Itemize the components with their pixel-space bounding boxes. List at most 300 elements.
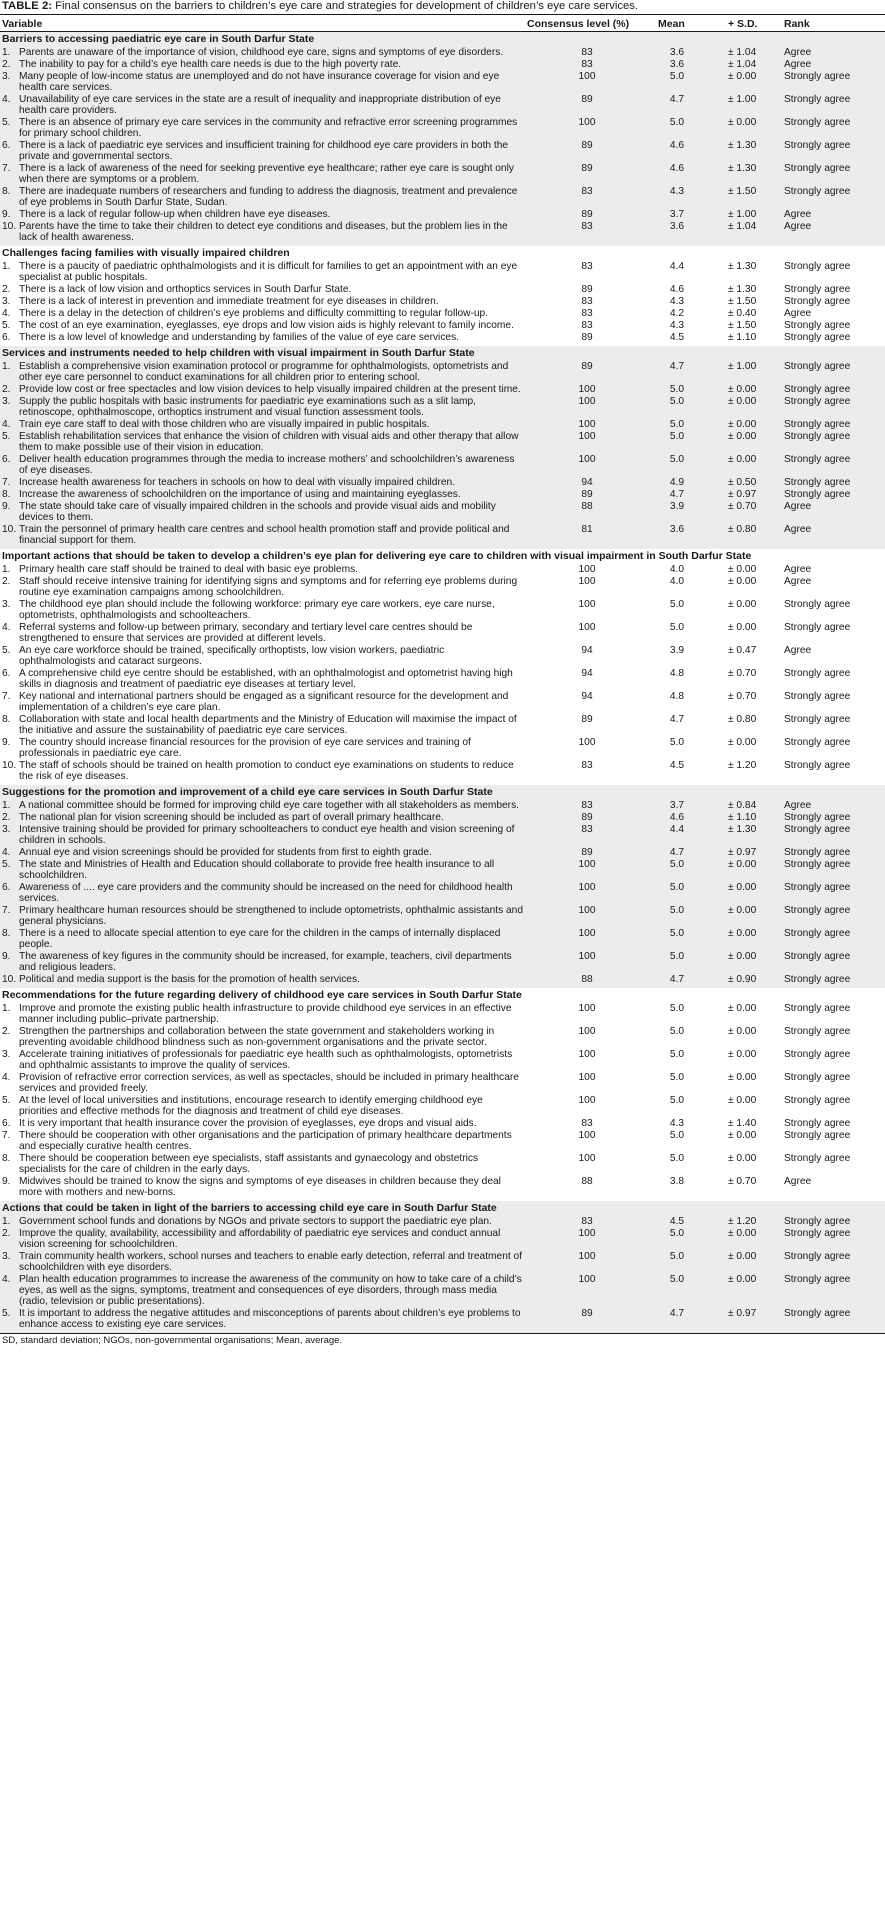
row-variable: The inability to pay for a child’s eye health care needs is due to the high poverty rate.: [19, 59, 402, 70]
table-row: [0, 1072, 885, 1094]
row-number: 7.: [2, 691, 11, 702]
row-variable: Primary healthcare human resources should be strengthened to include optometrists, ophthalmic assistants and general physicians.: [19, 905, 523, 927]
table-row: [0, 847, 885, 858]
row-sd: ± 0.00: [728, 384, 757, 395]
table-row: [0, 221, 885, 243]
row-sd: ± 0.00: [728, 951, 757, 962]
row-rank: Strongly agree: [784, 94, 851, 105]
table-section: [0, 346, 885, 549]
row-consensus: 100: [578, 117, 596, 128]
table-section: [0, 549, 885, 785]
row-number: 4.: [2, 94, 11, 105]
row-number: 1.: [2, 800, 11, 811]
row-rank: Strongly agree: [784, 668, 851, 679]
row-sd: ± 0.70: [728, 501, 757, 512]
row-mean: 4.5: [669, 1216, 685, 1227]
row-consensus: 83: [581, 261, 593, 272]
table-row: [0, 1251, 885, 1273]
row-mean: 5.0: [669, 1072, 685, 1083]
table-caption: [0, 0, 885, 15]
row-number: 3.: [2, 1251, 11, 1262]
row-sd: ± 0.00: [728, 928, 757, 939]
row-consensus: 100: [578, 396, 596, 407]
row-number: 2.: [2, 1228, 11, 1239]
row-consensus: 100: [578, 431, 596, 442]
row-rank: Strongly agree: [784, 163, 851, 174]
row-number: 3.: [2, 1049, 11, 1060]
row-variable: Provide low cost or free spectacles and low vision devices to help visually impaired children at the present time.: [19, 384, 521, 395]
table-row: [0, 431, 885, 453]
table-section: [0, 32, 885, 246]
row-variable: An eye care workforce should be trained, specifically orthoptists, low vision workers, paediatric ophthalmologists and cataract surgeons.: [19, 645, 445, 667]
row-mean: 4.3: [669, 320, 685, 331]
row-mean: 5.0: [669, 859, 685, 870]
row-rank: Strongly agree: [784, 1228, 851, 1239]
row-mean: 5.0: [669, 419, 685, 430]
table-row: [0, 882, 885, 904]
row-mean: 5.0: [669, 396, 685, 407]
table-row: [0, 645, 885, 667]
row-sd: ± 1.50: [728, 320, 757, 331]
row-variable: Establish rehabilitation services that enhance the vision of children with visual aids and other therapy that allow them to make possible use of their vision in education.: [19, 431, 519, 453]
row-variable: Accelerate training initiatives of professionals for paediatric eye health such as ophthalmologists, optometrists and ophthalmic assistants to improve the quality of services.: [19, 1049, 513, 1071]
row-mean: 4.7: [669, 489, 685, 500]
row-variable: There is a low level of knowledge and understanding by families of the value of eye care services.: [19, 332, 460, 343]
row-variable: A comprehensive child eye centre should be established, with an ophthalmologist and optometrist having high skills in diagnosis and treatment of paediatric eye diseases at tertiary level.: [19, 668, 513, 690]
row-sd: ± 0.00: [728, 576, 757, 587]
row-mean: 5.0: [669, 1153, 685, 1164]
row-sd: ± 0.00: [728, 419, 757, 430]
row-rank: Strongly agree: [784, 928, 851, 939]
row-rank: Agree: [784, 645, 812, 656]
row-mean: 5.0: [669, 928, 685, 939]
table-row: [0, 1274, 885, 1307]
row-rank: Strongly agree: [784, 396, 851, 407]
row-sd: ± 0.00: [728, 1228, 757, 1239]
row-sd: ± 0.00: [728, 1072, 757, 1083]
row-variable: There is a lack of interest in prevention and immediate treatment for eye diseases in children.: [19, 296, 439, 307]
table-row: [0, 1153, 885, 1175]
table-row: [0, 396, 885, 418]
row-number: 4.: [2, 1274, 11, 1285]
row-variable: It is important to address the negative attitudes and misconceptions of parents about children’s eye problems to enhance access to existing eye care services.: [19, 1308, 521, 1330]
row-mean: 5.0: [669, 951, 685, 962]
row-variable: There is a lack of regular follow-up when children have eye diseases.: [19, 209, 331, 220]
row-number: 2.: [2, 284, 11, 295]
row-rank: Agree: [784, 576, 812, 587]
table-caption-text: Final consensus on the barriers to children’s eye care and strategies for development of children’s eye care services.: [52, 0, 639, 12]
row-number: 1.: [2, 47, 11, 58]
row-sd: ± 1.30: [728, 261, 757, 272]
row-sd: ± 0.97: [728, 1308, 757, 1319]
row-variable: Key national and international partners should be engaged as a significant resource for the development and implementation of a children’s eye care plan.: [19, 691, 509, 713]
row-number: 5.: [2, 645, 11, 656]
row-rank: Strongly agree: [784, 691, 851, 702]
row-variable: The awareness of key figures in the community should be increased, for example, teachers, civil departments and religious leaders.: [19, 951, 512, 973]
row-variable: There is a lack of low vision and orthoptics services in South Darfur State.: [19, 284, 352, 295]
row-mean: 3.6: [669, 47, 685, 58]
table-row: [0, 501, 885, 523]
row-sd: ± 1.04: [728, 47, 757, 58]
table-row: [0, 261, 885, 283]
row-number: 6.: [2, 454, 11, 465]
row-variable: The state should take care of visually impaired children in the schools and provide visual aids and mobility devices to them.: [19, 501, 496, 523]
row-consensus: 83: [581, 320, 593, 331]
row-consensus: 83: [581, 760, 593, 771]
row-consensus: 83: [581, 186, 593, 197]
row-rank: Strongly agree: [784, 71, 851, 82]
row-sd: ± 0.00: [728, 117, 757, 128]
section-title: Actions that could be taken in light of the barriers to accessing child eye care in South Darfur State: [2, 1202, 497, 1214]
row-variable: Many people of low-income status are unemployed and do not have insurance coverage for vision and eye health care services.: [19, 71, 500, 93]
row-consensus: 100: [578, 384, 596, 395]
row-consensus: 89: [581, 847, 593, 858]
row-consensus: 100: [578, 1072, 596, 1083]
row-number: 8.: [2, 714, 11, 725]
table-row: [0, 1176, 885, 1198]
row-consensus: 100: [578, 1130, 596, 1141]
row-mean: 4.5: [669, 332, 685, 343]
row-consensus: 83: [581, 1118, 593, 1129]
table-section: [0, 785, 885, 988]
row-sd: ± 1.00: [728, 94, 757, 105]
row-sd: ± 1.00: [728, 361, 757, 372]
row-rank: Strongly agree: [784, 1049, 851, 1060]
row-sd: ± 1.20: [728, 760, 757, 771]
row-consensus: 100: [578, 951, 596, 962]
row-rank: Agree: [784, 221, 812, 232]
row-consensus: 89: [581, 163, 593, 174]
row-variable: Annual eye and vision screenings should be provided for students from first to eighth grade.: [19, 847, 432, 858]
row-sd: ± 1.30: [728, 284, 757, 295]
row-rank: Strongly agree: [784, 186, 851, 197]
row-sd: ± 0.00: [728, 599, 757, 610]
table-row: [0, 974, 885, 985]
row-number: 9.: [2, 1176, 11, 1187]
row-number: 2.: [2, 59, 11, 70]
row-variable: Political and media support is the basis for the promotion of health services.: [19, 974, 360, 985]
row-consensus: 83: [581, 221, 593, 232]
row-rank: Strongly agree: [784, 384, 851, 395]
table-row: [0, 951, 885, 973]
table-row: [0, 59, 885, 70]
row-rank: Agree: [784, 308, 812, 319]
row-sd: ± 1.50: [728, 186, 757, 197]
row-number: 7.: [2, 477, 11, 488]
row-rank: Strongly agree: [784, 737, 851, 748]
row-sd: ± 0.00: [728, 564, 757, 575]
table-row: [0, 94, 885, 116]
row-consensus: 100: [578, 1228, 596, 1239]
row-mean: 5.0: [669, 1049, 685, 1060]
row-rank: Strongly agree: [784, 859, 851, 870]
row-consensus: 100: [578, 576, 596, 587]
row-number: 1.: [2, 564, 11, 575]
row-sd: ± 0.00: [728, 737, 757, 748]
row-number: 3.: [2, 824, 11, 835]
header-consensus: Consensus level (%): [527, 18, 630, 30]
row-sd: ± 0.80: [728, 524, 757, 535]
header-rank: Rank: [784, 18, 810, 30]
table-row: [0, 1026, 885, 1048]
row-consensus: 100: [578, 1153, 596, 1164]
table-row: [0, 296, 885, 307]
row-mean: 5.0: [669, 1274, 685, 1285]
row-consensus: 89: [581, 812, 593, 823]
row-rank: Agree: [784, 59, 812, 70]
row-variable: Unavailability of eye care services in the state are a result of inequality and inappropriate distribution of eye health care providers.: [19, 94, 501, 116]
section-title: Suggestions for the promotion and improvement of a child eye care services in South Darfur State: [2, 786, 493, 798]
table-row: [0, 668, 885, 690]
row-sd: ± 1.30: [728, 163, 757, 174]
table-row: [0, 308, 885, 319]
row-rank: Strongly agree: [784, 1251, 851, 1262]
row-variable: Referral systems and follow-up between primary, secondary and tertiary level care centres should be strengthened to ensure that services are provided at different levels.: [19, 622, 473, 644]
row-variable: Awareness of .... eye care providers and the community should be increased on the need for childhood health services.: [19, 882, 513, 904]
row-rank: Strongly agree: [784, 951, 851, 962]
row-sd: ± 1.20: [728, 1216, 757, 1227]
row-variable: It is very important that health insurance cover the provision of eyeglasses, eye drops and visual aids.: [19, 1118, 477, 1129]
row-rank: Strongly agree: [784, 489, 851, 500]
row-number: 7.: [2, 163, 11, 174]
row-mean: 4.7: [669, 94, 685, 105]
section-title: Challenges facing families with visually impaired children: [2, 247, 290, 259]
row-mean: 5.0: [669, 1228, 685, 1239]
row-sd: ± 0.00: [728, 1026, 757, 1037]
row-mean: 4.3: [669, 186, 685, 197]
row-rank: Agree: [784, 800, 812, 811]
row-rank: Strongly agree: [784, 332, 851, 343]
table-section: [0, 246, 885, 346]
row-variable: Primary health care staff should be trained to deal with basic eye problems.: [19, 564, 359, 575]
row-variable: Increase the awareness of schoolchildren on the importance of using and maintaining eyeglasses.: [19, 489, 461, 500]
table-row: [0, 599, 885, 621]
table-section: [0, 1201, 885, 1333]
table-row: [0, 691, 885, 713]
row-mean: 3.6: [669, 221, 685, 232]
row-number: 9.: [2, 501, 11, 512]
table-row: [0, 284, 885, 295]
row-variable: Intensive training should be provided for primary schoolteachers to conduct eye health and vision screening of children in schools.: [19, 824, 515, 846]
row-mean: 4.7: [669, 714, 685, 725]
table-row: [0, 1228, 885, 1250]
table-row: [0, 489, 885, 500]
row-number: 4.: [2, 622, 11, 633]
row-consensus: 89: [581, 361, 593, 372]
row-consensus: 100: [578, 599, 596, 610]
row-variable: Parents have the time to take their children to detect eye conditions and diseases, but the problem lies in the lack of health awareness.: [19, 221, 508, 243]
row-mean: 4.0: [669, 564, 685, 575]
table-row: [0, 47, 885, 58]
row-rank: Strongly agree: [784, 261, 851, 272]
row-variable: At the level of local universities and institutions, encourage research to identify emerging childhood eye priorities and effective methods for the diagnosis and treatment of child eye diseases.: [19, 1095, 483, 1117]
row-number: 2.: [2, 576, 11, 587]
table-row: [0, 1095, 885, 1117]
row-consensus: 83: [581, 824, 593, 835]
table-row: [0, 737, 885, 759]
row-consensus: 100: [578, 859, 596, 870]
table-row: [0, 419, 885, 430]
row-number: 8.: [2, 1153, 11, 1164]
row-sd: ± 0.00: [728, 1251, 757, 1262]
row-rank: Strongly agree: [784, 477, 851, 488]
row-rank: Strongly agree: [784, 1274, 851, 1285]
row-sd: ± 0.00: [728, 1130, 757, 1141]
row-sd: ± 0.00: [728, 1274, 757, 1285]
row-number: 3.: [2, 71, 11, 82]
row-variable: The country should increase financial resources for the provision of eye care services and training of professionals in paediatric eye care.: [19, 737, 471, 759]
row-number: 1.: [2, 1003, 11, 1014]
table-row: [0, 71, 885, 93]
row-sd: ± 0.00: [728, 1049, 757, 1060]
row-sd: ± 0.00: [728, 859, 757, 870]
row-mean: 5.0: [669, 431, 685, 442]
row-number: 2.: [2, 1026, 11, 1037]
row-number: 5.: [2, 320, 11, 331]
row-number: 1.: [2, 361, 11, 372]
row-number: 7.: [2, 1130, 11, 1141]
section-title: Important actions that should be taken to develop a children’s eye plan for delivering eye care to children with visual impairment in South Darfur State: [2, 550, 752, 562]
row-variable: Train community health workers, school nurses and teachers to enable early detection, referral and treatment of schoolchildren with eye disorders.: [19, 1251, 523, 1273]
table-row: [0, 140, 885, 162]
row-consensus: 88: [581, 1176, 593, 1187]
table-row: [0, 576, 885, 598]
row-sd: ± 1.04: [728, 59, 757, 70]
table-row: [0, 1049, 885, 1071]
row-mean: 3.8: [669, 1176, 685, 1187]
row-mean: 4.8: [669, 668, 685, 679]
row-consensus: 83: [581, 47, 593, 58]
row-variable: The national plan for vision screening should be included as part of overall primary healthcare.: [19, 812, 444, 823]
row-variable: Supply the public hospitals with basic instruments for paediatric eye examinations such as a slit lamp, retinoscope, ophthalmoscope, orthoptics instrument and visual function assessment tools.: [19, 396, 476, 418]
row-mean: 3.7: [669, 209, 685, 220]
row-consensus: 100: [578, 1274, 596, 1285]
row-mean: 4.4: [669, 261, 685, 272]
row-variable: Collaboration with state and local health departments and the Ministry of Education will maximise the impact of the initiative and assure the sustainability of paediatric eye care services.: [19, 714, 517, 736]
row-rank: Strongly agree: [784, 812, 851, 823]
row-number: 10.: [2, 221, 17, 232]
row-rank: Strongly agree: [784, 905, 851, 916]
row-consensus: 89: [581, 489, 593, 500]
row-variable: Improve the quality, availability, accessibility and affordability of paediatric eye services and conduct annual vision screening for schoolchildren.: [19, 1228, 501, 1250]
row-number: 1.: [2, 261, 11, 272]
table-row: [0, 1216, 885, 1227]
row-sd: ± 1.10: [728, 332, 757, 343]
row-variable: There is a lack of awareness of the need for seeking preventive eye healthcare; rather eye care is sought only when there are symptoms or a problem.: [19, 163, 514, 185]
row-variable: The cost of an eye examination, eyeglasses, eye drops and low vision aids is highly relevant to family income.: [19, 320, 514, 331]
row-consensus: 100: [578, 454, 596, 465]
row-sd: ± 0.70: [728, 691, 757, 702]
row-variable: Staff should receive intensive training for identifying signs and symptoms and for referring eye problems during routine eye examination campaigns among schoolchildren.: [19, 576, 518, 598]
row-consensus: 100: [578, 737, 596, 748]
row-variable: Train the personnel of primary health care centres and school health promotion staff and provide political and financial support for them.: [19, 524, 510, 546]
row-number: 6.: [2, 882, 11, 893]
row-rank: Strongly agree: [784, 824, 851, 835]
row-sd: ± 1.00: [728, 209, 757, 220]
row-consensus: 89: [581, 140, 593, 151]
row-number: 4.: [2, 419, 11, 430]
row-rank: Strongly agree: [784, 760, 851, 771]
row-sd: ± 0.97: [728, 847, 757, 858]
row-sd: ± 1.10: [728, 812, 757, 823]
table-row: [0, 714, 885, 736]
row-sd: ± 0.97: [728, 489, 757, 500]
table-section: [0, 988, 885, 1201]
row-consensus: 83: [581, 800, 593, 811]
row-sd: ± 0.70: [728, 1176, 757, 1187]
row-sd: ± 1.30: [728, 824, 757, 835]
row-sd: ± 0.00: [728, 396, 757, 407]
row-number: 10.: [2, 760, 17, 771]
row-variable: There should be cooperation between eye specialists, staff assistants and gynaecology and obstetrics specialists for the care of children in the early days.: [19, 1153, 479, 1175]
table-row: [0, 824, 885, 846]
row-rank: Strongly agree: [784, 847, 851, 858]
row-rank: Agree: [784, 524, 812, 535]
row-variable: Train eye care staff to deal with those children who are visually impaired in public hospitals.: [19, 419, 430, 430]
row-sd: ± 1.30: [728, 140, 757, 151]
row-rank: Strongly agree: [784, 320, 851, 331]
row-consensus: 83: [581, 296, 593, 307]
row-mean: 3.9: [669, 501, 685, 512]
table-caption-label: TABLE 2:: [2, 0, 52, 12]
table-row: [0, 361, 885, 383]
table-row: [0, 320, 885, 331]
table-row: [0, 1118, 885, 1129]
row-rank: Strongly agree: [784, 714, 851, 725]
row-mean: 4.0: [669, 576, 685, 587]
row-rank: Agree: [784, 501, 812, 512]
row-consensus: 88: [581, 974, 593, 985]
row-consensus: 89: [581, 1308, 593, 1319]
section-title: Services and instruments needed to help children with visual impairment in South Darfur State: [2, 347, 475, 359]
row-rank: Strongly agree: [784, 419, 851, 430]
row-number: 10.: [2, 524, 17, 535]
table-row: [0, 928, 885, 950]
header-mean: Mean: [658, 18, 685, 30]
row-number: 8.: [2, 928, 11, 939]
row-rank: Strongly agree: [784, 431, 851, 442]
row-mean: 4.6: [669, 812, 685, 823]
row-number: 9.: [2, 951, 11, 962]
row-rank: Agree: [784, 564, 812, 575]
row-rank: Strongly agree: [784, 622, 851, 633]
row-variable: There should be cooperation with other organisations and the participation of primary healthcare departments and especially curative health centres.: [19, 1130, 512, 1152]
row-consensus: 94: [581, 668, 593, 679]
row-variable: Deliver health education programmes through the media to increase mothers’ and schoolchildren’s awareness of eye diseases.: [19, 454, 515, 476]
row-rank: Strongly agree: [784, 1216, 851, 1227]
row-variable: There is a need to allocate special attention to eye care for the children in the camps of internally displaced people.: [19, 928, 501, 950]
row-variable: Parents are unaware of the importance of vision, childhood eye care, signs and symptoms of eye disorders.: [19, 47, 504, 58]
row-number: 6.: [2, 332, 11, 343]
row-rank: Strongly agree: [784, 1095, 851, 1106]
row-variable: Increase health awareness for teachers in schools on how to deal with visually impaired children.: [19, 477, 456, 488]
row-mean: 5.0: [669, 71, 685, 82]
row-mean: 4.6: [669, 163, 685, 174]
row-number: 8.: [2, 489, 11, 500]
row-rank: Strongly agree: [784, 1308, 851, 1319]
row-variable: There are inadequate numbers of researchers and funding to address the diagnosis, treatment and prevalence of eye problems in South Darfur State, Sudan.: [19, 186, 518, 208]
row-rank: Agree: [784, 1176, 812, 1187]
row-number: 5.: [2, 859, 11, 870]
row-consensus: 83: [581, 59, 593, 70]
row-rank: Strongly agree: [784, 284, 851, 295]
row-consensus: 100: [578, 905, 596, 916]
row-sd: ± 0.00: [728, 882, 757, 893]
row-number: 9.: [2, 209, 11, 220]
row-number: 4.: [2, 308, 11, 319]
row-sd: ± 0.00: [728, 431, 757, 442]
row-number: 3.: [2, 599, 11, 610]
